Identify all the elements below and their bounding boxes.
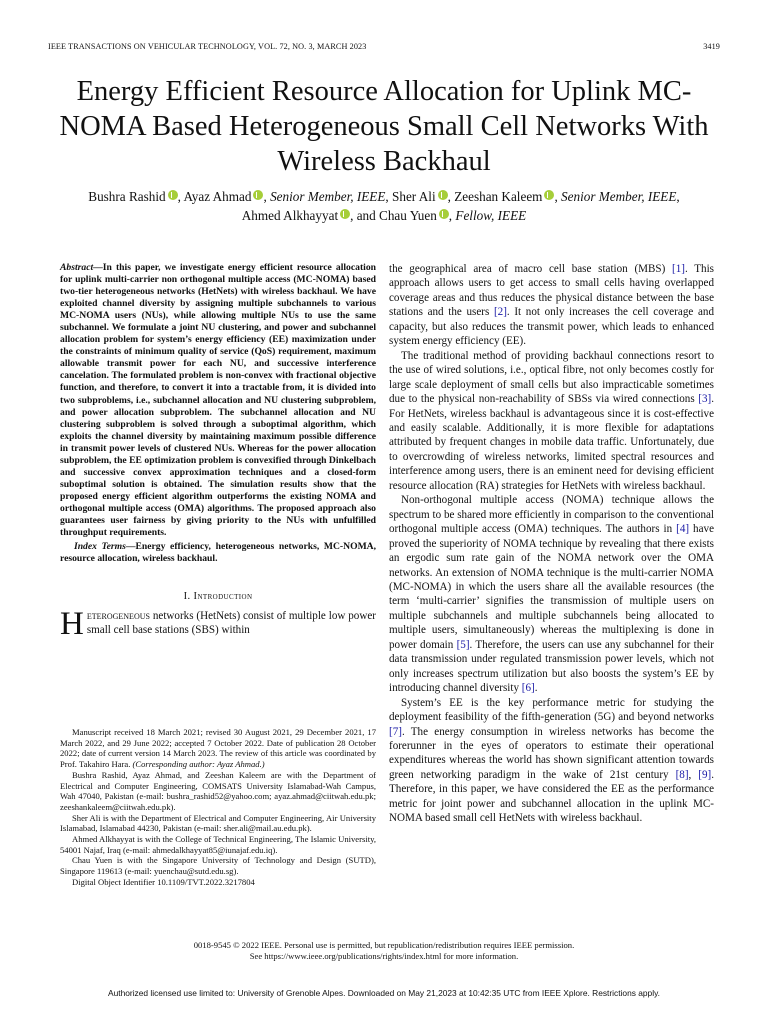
citation-link[interactable]: [5] <box>456 638 470 651</box>
affiliation-note: Bushra Rashid, Ayaz Ahmad, and Zeeshan Kaleem are with the Department of Electrical and Computer Engineering, COMSATS University Islamabad-Wah Campus, Wah 47040, Pakistan (e-mail: bushra_rashid52@yahoo.com; ayaz.ahmad@ciitwah.edu.pk; zeeshankaleem@ciitwah.edu.pk). <box>60 769 376 812</box>
author-role: Fellow, IEEE <box>455 207 527 223</box>
body-paragraph <box>389 262 714 349</box>
abstract-lead: Abstract <box>60 262 94 273</box>
citation-link[interactable]: [6] <box>521 682 535 695</box>
orcid-icon[interactable] <box>168 190 178 200</box>
orcid-icon[interactable] <box>340 209 350 219</box>
text-run: . The energy consumption in wireless networks has become the forerunner in the eyes of operators to estimate their operational expenditures whereas the world has shown significant attention towards green networking paradigm in the wake of 21st century <box>389 725 714 781</box>
text-run: , <box>688 768 699 781</box>
section-heading <box>60 591 376 602</box>
paper-title: Energy Efficient Resource Allocation for Uplink MC-NOMA Based Heterogeneous Small Cell Networks With Wireless Backhaul <box>59 76 709 177</box>
running-header <box>48 42 720 51</box>
page-number: 3419 <box>703 42 720 51</box>
affiliation-note: Sher Ali is with the Department of Electrical and Computer Engineering, Air University Islamabad, Islamabad 44230, Pakistan (e-mail: sher.ali@mail.au.edu.pk). <box>60 812 376 834</box>
intro-text: networks (HetNets) consist of multiple low power small cell base stations (SBS) within <box>86 610 376 637</box>
citation-link[interactable]: [2] <box>493 306 507 319</box>
citation-link[interactable]: [1] <box>672 263 685 275</box>
author-list: Bushra Rashid , Ayaz Ahmad , Senior Member, IEEE, Sher Ali , Zeeshan Kaleem , Senior Member, IEEE, Ahmed Alkhayyat , and Chau Yuen , Fellow, IEEE <box>88 189 680 223</box>
text-run: . It not only increases the cell coverage and capacity, but also reduces the transmit power, which leads to enhanced system energy efficiency (EE). <box>389 306 714 348</box>
citation-link[interactable]: [9] <box>698 768 712 781</box>
author-name: Sher Ali <box>392 189 436 204</box>
text-run: . <box>534 682 538 695</box>
drop-cap: H <box>60 606 84 643</box>
text-run: . This approach allows users to get access to small cells having overlapped coverage areas and thus reduces the physical distance between the base stations and the users <box>389 263 715 319</box>
author-name: Ayaz Ahmad <box>183 189 252 204</box>
orcid-icon[interactable] <box>544 190 554 200</box>
body-paragraph <box>389 349 714 494</box>
manuscript-note <box>60 727 376 770</box>
orcid-icon[interactable] <box>253 190 263 200</box>
corresponding-author: (Corresponding author: Ayaz Ahmad.) <box>132 759 265 770</box>
text-run: The traditional method of providing backhaul connections resort to the use of wired solutions, i.e., optical fibre, not only becomes costly for large scale deployment of small cells but also impracticable sometimes due to the physical non-reachability of SBSs via wired connections <box>389 349 714 406</box>
citation-link[interactable]: [3] <box>698 393 712 406</box>
copyright-line: See https://www.ieee.org/publications/rights/index.html for more information. <box>249 951 519 961</box>
journal-name: IEEE TRANSACTIONS ON VEHICULAR TECHNOLOGY, VOL. 72, NO. 3, MARCH 2023 <box>48 42 367 51</box>
abstract <box>60 262 376 539</box>
orcid-icon[interactable] <box>439 209 449 219</box>
author-name: Bushra Rashid <box>88 189 166 204</box>
orcid-icon[interactable] <box>438 190 448 200</box>
affiliation-note: Chau Yuen is with the Singapore University of Technology and Design (SUTD), Singapore 119613 (e-mail: yuenchau@sutd.edu.sg). <box>60 855 376 877</box>
left-column <box>60 262 377 643</box>
index-terms-lead: Index Terms <box>73 541 126 553</box>
text-run: . For HetNets, wireless backhaul is advantageous since it is cost-effective and easily scalable. Additionally, it is more flexible for adaptations attributed by frequent changes in mobile data traffic. Unfortunately, due to overcrowding of wireless networks, limited spectral resources and interference among users, there is an eminent need for devising efficient resource allocation (RA) strategies for HetNets with wireless backhaul. <box>389 393 714 492</box>
body-paragraph <box>389 493 714 695</box>
body-paragraph <box>389 696 714 826</box>
author-name: Ahmed Alkhayyat <box>241 207 339 223</box>
doi-note: Digital Object Identifier 10.1109/TVT.2022.3217804 <box>72 876 255 887</box>
section-number: I. <box>183 591 191 603</box>
citation-link[interactable]: [7] <box>389 725 402 738</box>
copyright-line: 0018-9545 © 2022 IEEE. Personal use is permitted, but republication/redistribution requires IEEE permission. <box>193 940 575 950</box>
abstract-text: —In this paper, we investigate energy efficient resource allocation for uplink multi-carrier non orthogonal multiple access (MC-NOMA) based two-tier heterogeneous networks (HetNets) with wireless backhaul. We have exploited channel diversity by assigning multiple subchannels to various MC-NOMA users (NUs), while allowing multiple NUs to use the same subchannel. We formulate a joint NU clustering, and power and subchannel allocation problem for system’s energy efficiency (EE) maximization under the constraints of minimum quality of service (QoS) requirement, maximum allowable transmit power for each NU, and successive interference cancelation. The formulated problem is non-convex with fractional objective function, and therefore, to convert it into a tractable from, it is divided into two subproblems, i.e., subchannel allocation and NU clustering subproblem, and power allocation subproblem. The subchannel allocation and NU clustering subproblem is solved through a suboptimal algorithm, which exploits the channel diversity by maintaining maximum possible difference in transmit power levels of clustered NUs. Whereas for the power allocation subproblem, the EE optimization problem is convexified through Dinkelbach and successive convex approximation techniques and a closed-form suboptimal solution is obtained. The simulation results show that the proposed energy efficient algorithm outperforms the existing NOMA and orthogonal multiple access (OMA) algorithms. The proposed approach also guarantees user fairness by giving priority to the NUs with unfulfilled throughput requirements. <box>60 262 376 539</box>
text-run: . Therefore, the users can use any subchannel for their data transmission under regulated transmission power levels, which not only increases spectrum utilization but also boosts the system’s EE by introducing channel diversity <box>389 638 714 695</box>
section-title: Introduction <box>193 591 253 603</box>
text-run: System’s EE is the key performance metric for studying the deployment feasibility of the fifth-generation (5G) and beyond networks <box>389 696 714 724</box>
text-run: the geographical area of macro cell base station (MBS) <box>389 263 673 275</box>
text-run: have proved the superiority of NOMA technique by revealing that there exists an ergodic sum rate gain of the NOMA network over the OMA networks. An extension of NOMA technique is the multi-carrier NOMA (MC-NOMA) in which the users share all the available resources (the term ‘multi-carrier’ signifies the transmission of multiple users on multiple subchannels and multiple subchannels being allocated to multiple users, simultaneously) whereas the multiplexing is done in power domain <box>389 523 714 651</box>
intro-paragraph <box>60 606 376 643</box>
intro-caps: eterogeneous <box>86 610 150 623</box>
text-run: Non-orthogonal multiple access (NOMA) technique allows the spectrum to be shared more efficiently in comparison to the conventional orthogonal multiple access (OMA) techniques. The authors in <box>389 494 714 536</box>
citation-link[interactable]: [8] <box>675 768 689 781</box>
index-terms <box>60 541 376 565</box>
text-run: . Therefore, in this paper, we have considered the EE as the performance metric for joint power and subchannel allocation in the uplink MC-NOMA based small cell HetNets with wireless backhaul. <box>389 768 714 825</box>
author-role: Senior Member, IEEE <box>561 189 677 204</box>
right-column <box>389 262 714 826</box>
copyright-notice <box>40 940 728 962</box>
license-footer: Authorized licensed use limited to: University of Grenoble Alpes. Downloaded on May 21,2023 at 10:42:35 UTC from IEEE Xplore. Restrictions apply. <box>108 988 660 998</box>
footnotes <box>60 727 376 888</box>
citation-link[interactable]: [4] <box>676 523 690 536</box>
author-name: Chau Yuen <box>379 207 437 223</box>
author-role: Senior Member, IEEE <box>270 189 386 204</box>
affiliation-note: Ahmed Alkhayyat is with the College of Technical Engineering, The Islamic University, 54001 Najaf, Iraq (e-mail: ahmedalkhayyat85@iunajaf.edu.iq). <box>60 834 376 855</box>
index-terms-text: —Energy efficiency, heterogeneous networks, MC-NOMA, resource allocation, wireless backhaul. <box>60 541 377 565</box>
author-name: Zeeshan Kaleem <box>454 189 543 204</box>
manuscript-text: Manuscript received 18 March 2021; revised 30 August 2021, 29 December 2021, 17 March 2022, and 29 June 2022; accepted 7 October 2022. Date of publication 28 October 2022; date of current version 14 March 2023. The review of this article was coordinated by Prof. Takahiro Hara. <box>60 727 376 770</box>
